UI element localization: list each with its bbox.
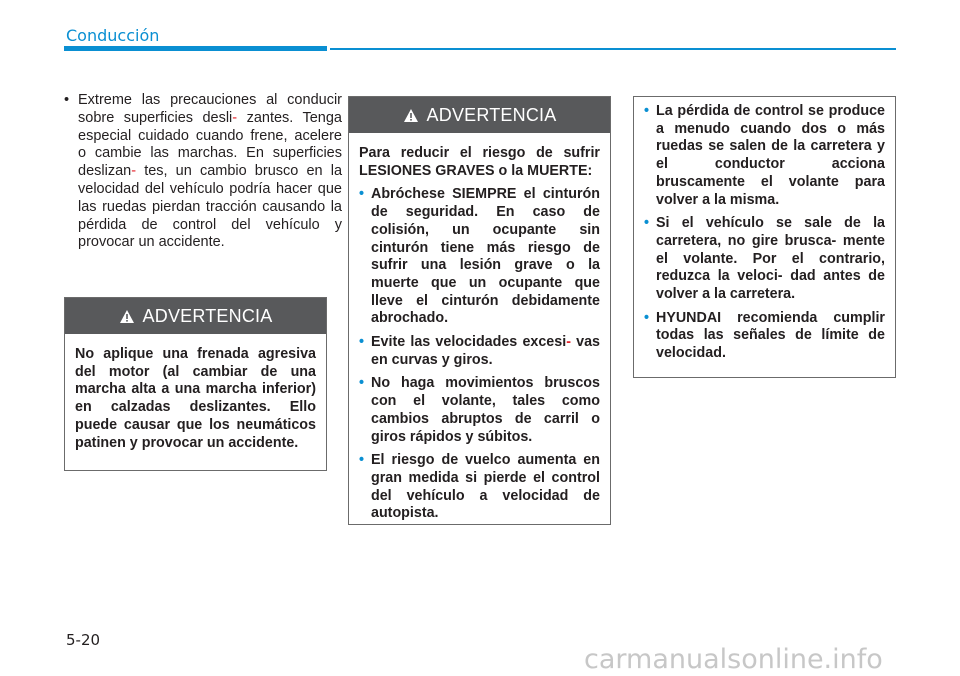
warning-title: ADVERTENCIA: [142, 305, 273, 326]
warning-intro: Para reducir el riesgo de sufrir LESIONES GRAVES o la MUERTE:: [359, 145, 600, 179]
warning-header: [349, 97, 610, 133]
list-item: • No haga movimientos bruscos con el volante, tales como cambios abruptos de carril o giros rápidos y súbitos.: [359, 375, 600, 446]
intro-item: • Extreme las precauciones al conducir sobre superficies desli- zantes. Tenga especial cuidado cuando frene, acelere o cambie las marchas. En superficies deslizan- tes, un cambio brusco en la velocidad del vehículo podría hacer que las ruedas pierdan tracción causando la pérdida de control del vehículo y provocar un accidente.: [78, 92, 342, 252]
header-rule-thin: [330, 48, 896, 50]
section-title: Conducción: [66, 26, 160, 45]
warning-text: No aplique una frenada agresiva del motor (al cambiar de una marcha alta a una marcha inferior) en calzadas deslizantes. Ello puede causar que los neumáticos patinen y provocar un accidente.: [75, 346, 316, 451]
intro-list: [62, 92, 342, 252]
warning-box-continuation: [633, 96, 896, 378]
list-item: • Si el vehículo se sale de la carretera, no gire brusca- mente el volante. Por el contrario, reduzca la veloci- dad antes de volver a la carretera.: [644, 215, 885, 304]
list-item: • Evite las velocidades excesi- vas en curvas y giros.: [359, 334, 600, 369]
warning-triangle-icon: [403, 108, 419, 123]
list-item: • La pérdida de control se produce a menudo cuando dos o más ruedas se salen de la carretera y el conductor acciona bruscamente el volante para volver a la misma.: [644, 103, 885, 209]
warning-box-serious-injury: [348, 96, 611, 525]
page-number: 5-20: [66, 631, 101, 649]
warning-box-engine-braking: [64, 297, 327, 471]
watermark: carmanualsonline.info: [584, 644, 883, 675]
warning-title: ADVERTENCIA: [426, 104, 557, 125]
list-item: • Abróchese SIEMPRE el cinturón de seguridad. En caso de colisión, un ocupante sin cinturón tiene más riesgo de sufrir una lesión grave o la muerte que un ocupante que lleve el cinturón debidamente abrochado.: [359, 186, 600, 328]
list-item: • HYUNDAI recomienda cumplir todas las señales de límite de velocidad.: [644, 310, 885, 363]
header-rule-thick: [64, 46, 327, 51]
list-item: • El riesgo de vuelco aumenta en gran medida si pierde el control del vehículo a velocidad de autopista.: [359, 452, 600, 523]
warning-triangle-icon: [119, 309, 135, 324]
warning-header: [65, 298, 326, 334]
